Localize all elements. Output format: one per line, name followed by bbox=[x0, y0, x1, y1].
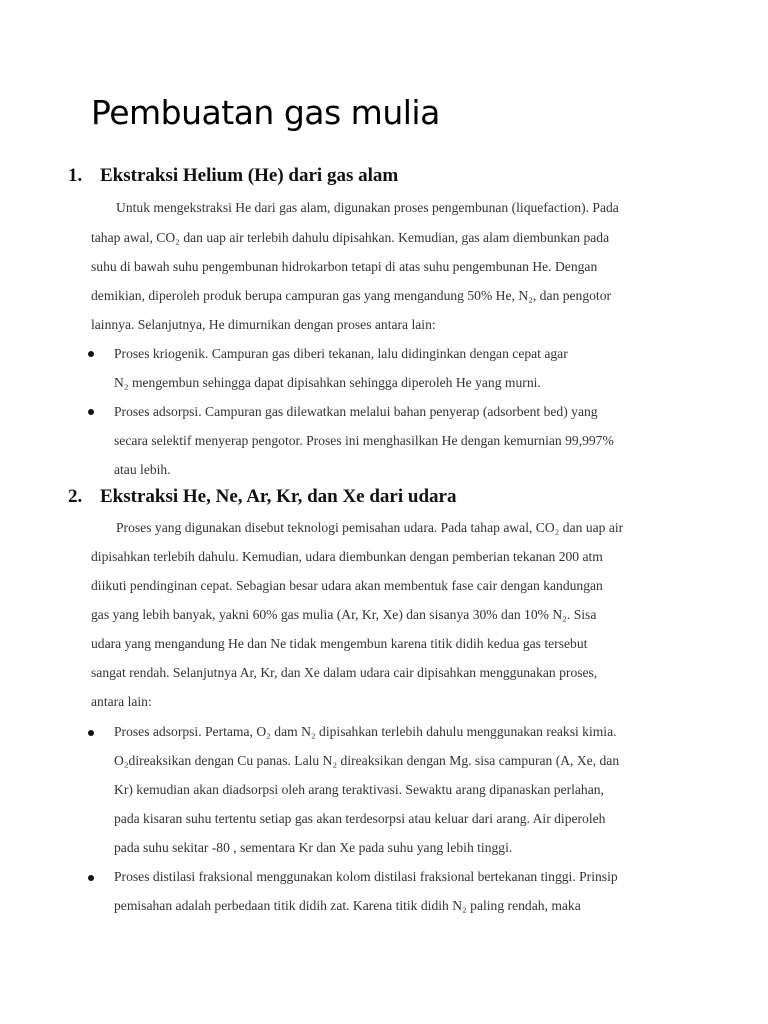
section-2-heading bbox=[68, 486, 456, 508]
list-item-line: Proses adsorpsi. Campuran gas dilewatkan melalui bahan penyerap (adsorbent bed) yang bbox=[114, 404, 598, 419]
list-item-line: Proses kriogenik. Campuran gas diberi tekanan, lalu didinginkan dengan cepat agar bbox=[114, 346, 568, 361]
page-title: Pembuatan gas mulia bbox=[91, 93, 440, 132]
paragraph-line: sangat rendah. Selanjutnya Ar, Kr, dan Xe dalam udara cair dipisahkan menggunakan proses, bbox=[91, 665, 598, 680]
list-item-line: N₂ mengembun sehingga dapat dipisahkan sehingga diperoleh He yang murni. bbox=[114, 375, 541, 390]
paragraph-line: diikuti pendinginan cepat. Sebagian besar udara akan membentuk fase cair dengan kandungan bbox=[91, 578, 603, 593]
paragraph-line: Proses yang digunakan disebut teknologi pemisahan udara. Pada tahap awal, CO₂ dan uap air bbox=[116, 520, 624, 535]
bullet-icon bbox=[88, 730, 94, 736]
section-1-number: 1. bbox=[68, 165, 83, 186]
section-1-heading bbox=[68, 165, 398, 187]
list-item-line: pemisahan adalah perbedaan titik didih zat. Karena titik didih N₂ paling rendah, maka bbox=[114, 898, 581, 913]
list-item-line: atau lebih. bbox=[114, 462, 171, 477]
list-item-line: pada kisaran suhu tertentu setiap gas akan terdesorpsi atau keluar dari arang. Air diperoleh bbox=[114, 811, 606, 826]
list-item-line: Proses distilasi fraksional menggunakan kolom distilasi fraksional bertekanan tinggi. Prinsip bbox=[114, 869, 618, 884]
paragraph-line: suhu di bawah suhu pengembunan hidrokarbon tetapi di atas suhu pengembunan He. Dengan bbox=[91, 259, 598, 274]
bullet-icon bbox=[88, 875, 94, 881]
list-item-line: secara selektif menyerap pengotor. Proses ini menghasilkan He dengan kemurnian 99,997% bbox=[114, 433, 614, 448]
section-2-title: Ekstraksi He, Ne, Ar, Kr, dan Xe dari udara bbox=[100, 486, 457, 507]
bullet-icon bbox=[88, 351, 94, 357]
paragraph-line: antara lain: bbox=[91, 694, 152, 709]
paragraph-line: demikian, diperoleh produk berupa campuran gas yang mengandung 50% He, N₂, dan pengotor bbox=[91, 288, 612, 303]
section-1-title: Ekstraksi Helium (He) dari gas alam bbox=[100, 165, 399, 186]
paragraph-line: udara yang mengandung He dan Ne tidak mengembun karena titik didih kedua gas tersebut bbox=[91, 636, 588, 651]
bullet-icon bbox=[88, 409, 94, 415]
paragraph-line: lainnya. Selanjutnya, He dimurnikan dengan proses antara lain: bbox=[91, 317, 436, 332]
list-item-line: O₂direaksikan dengan Cu panas. Lalu N₂ direaksikan dengan Mg. sisa campuran (A, Xe, dan bbox=[114, 753, 620, 768]
list-item-line: pada suhu sekitar -80 , sementara Kr dan Xe pada suhu yang lebih tinggi. bbox=[114, 840, 513, 855]
paragraph-line: dipisahkan terlebih dahulu. Kemudian, udara diembunkan dengan pemberian tekanan 200 atm bbox=[91, 549, 603, 564]
paragraph-line: Untuk mengekstraksi He dari gas alam, digunakan proses pengembunan (liquefaction). Pada bbox=[116, 200, 619, 215]
list-item-line: Proses adsorpsi. Pertama, O₂ dam N₂ dipisahkan terlebih dahulu menggunakan reaksi kimia. bbox=[114, 724, 617, 739]
paragraph-line: tahap awal, CO₂ dan uap air terlebih dahulu dipisahkan. Kemudian, gas alam diembunkan pada bbox=[91, 230, 610, 245]
section-2-number: 2. bbox=[68, 486, 83, 507]
list-item-line: Kr) kemudian akan diadsorpsi oleh arang teraktivasi. Sewaktu arang dipanaskan perlahan, bbox=[114, 782, 604, 797]
paragraph-line: gas yang lebih banyak, yakni 60% gas mulia (Ar, Kr, Xe) dan sisanya 30% dan 10% N₂. Sisa bbox=[91, 607, 597, 622]
